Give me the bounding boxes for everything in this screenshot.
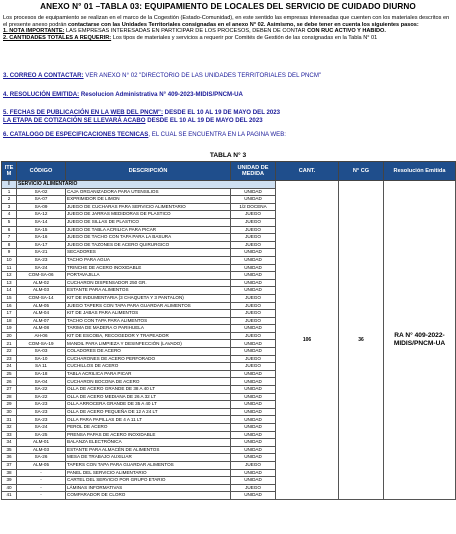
item-unit: UNIDAD <box>231 249 276 257</box>
item-unit: UNIDAD <box>231 492 276 500</box>
item-number: 39 <box>2 477 17 485</box>
item-unit: JUEGO <box>231 302 276 310</box>
item-code: SA-03 <box>17 348 66 356</box>
item-number: 27 <box>2 386 17 394</box>
item-code: SA-09 <box>17 203 66 211</box>
item-unit: UNIDAD <box>231 188 276 196</box>
header-cg: N° CG <box>339 162 384 181</box>
item-code: SA-12 <box>17 211 66 219</box>
item-number: 23 <box>2 355 17 363</box>
section-catalog <box>3 131 286 138</box>
item-unit: JUEGO <box>231 484 276 492</box>
item-number: 3 <box>2 203 17 211</box>
item-unit: JUEGO <box>231 211 276 219</box>
item-code: SA 11 <box>17 363 66 371</box>
section-text: VER ANEXO N° 02 "DIRECTORIO DE LAS UNIDADES TERRITORIALES DEL PNCM" <box>83 72 322 79</box>
item-description: JUEGO DE TAZONES DE ACERO QUIRURGICO <box>66 241 231 249</box>
item-code: SA-25 <box>17 431 66 439</box>
item-number: 29 <box>2 401 17 409</box>
item-unit: UNIDAD <box>231 386 276 394</box>
header-unit: UNIDAD DE MEDIDA <box>231 162 276 181</box>
item-description: PORTAVAJILLA <box>66 272 231 280</box>
table-title: TABLA N° 3 <box>209 152 247 159</box>
item-description: CAJA ORGANIZADORA PARA UTENSILIOS <box>66 188 231 196</box>
item-unit: 1/2 DOCENA <box>231 203 276 211</box>
item-number: 10 <box>2 256 17 264</box>
item-code: - <box>17 469 66 477</box>
item-unit: UNIDAD <box>231 272 276 280</box>
item-code: - <box>17 492 66 500</box>
item-unit: JUEGO <box>231 294 276 302</box>
item-description: JUEGO DE JARRAS MEDIDORAS DE PLASTICO <box>66 211 231 219</box>
intro-text: Los procesos de equipamiento se realizan en el marco de la Cogestión (Estado-Comunidad), en este sentido las empresas interesadas que cuenten con los materiales descritos en el presente anexo podrán <box>3 15 450 28</box>
item-code: SA-23 <box>17 401 66 409</box>
group-row <box>2 181 456 189</box>
item-unit: UNIDAD <box>231 416 276 424</box>
item-description: TAPERS CON TAPA PARA GUARDAR ALIMENTOS <box>66 461 231 469</box>
item-code: COM-SA-14 <box>17 294 66 302</box>
item-number: 14 <box>2 287 17 295</box>
item-code: SA-16 <box>17 234 66 242</box>
item-code: AH-06 <box>17 332 66 340</box>
item-unit: JUEGO <box>231 317 276 325</box>
item-unit: UNIDAD <box>231 287 276 295</box>
item-description: TACHO CON TAPA PARA ALIMENTOS <box>66 317 231 325</box>
quantities-text: Los tipos de materiales y servicios a requerir por Comités de Gestión de las consignadas en la Tabla N° 01 <box>112 34 378 41</box>
item-code: SA-07 <box>17 196 66 204</box>
item-code: - <box>17 484 66 492</box>
section-resolution <box>3 91 243 98</box>
header-description: DESCRIPCIÓN <box>66 162 231 181</box>
item-unit: UNIDAD <box>231 325 276 333</box>
item-unit: JUEGO <box>231 241 276 249</box>
item-code: - <box>17 477 66 485</box>
item-description: JUEGO TAPERS CON TAPA PARA GUARDAR ALIMENTOS <box>66 302 231 310</box>
item-code: COM-SA-06 <box>17 272 66 280</box>
item-unit: UNIDAD <box>231 378 276 386</box>
item-unit: JUEGO <box>231 310 276 318</box>
item-unit: UNIDAD <box>231 469 276 477</box>
item-code: ALM-03 <box>17 287 66 295</box>
item-number: 40 <box>2 484 17 492</box>
item-unit: JUEGO <box>231 234 276 242</box>
item-unit: UNIDAD <box>231 348 276 356</box>
item-number: 33 <box>2 431 17 439</box>
item-number: 34 <box>2 439 17 447</box>
item-description: JUEGO DE SILLAS DE PLASTICO <box>66 218 231 226</box>
item-unit: JUEGO <box>231 218 276 226</box>
item-code: SA-24 <box>17 424 66 432</box>
table-body <box>2 181 456 500</box>
item-unit: JUEGO <box>231 363 276 371</box>
item-number: 32 <box>2 424 17 432</box>
item-description: JUEGO DE CUCHARAS PARA SERVICIO ALIMENTARIO <box>66 203 231 211</box>
table-header-row <box>2 162 456 181</box>
merged-resolution: RA N° 409-2022-MIDIS/PNCM-UA <box>384 181 456 500</box>
note-bold: CON RUC ACTIVO Y HABIDO. <box>307 28 386 35</box>
item-number: 13 <box>2 279 17 287</box>
equipment-table <box>1 161 456 500</box>
section-dates <box>3 109 280 116</box>
item-description: KIT DE INDUMENTARIA (3 CHAQUETA Y 3 PANTALON) <box>66 294 231 302</box>
item-number: 8 <box>2 241 17 249</box>
item-code: ALM-08 <box>17 325 66 333</box>
item-unit: UNIDAD <box>231 454 276 462</box>
item-description: ESTANTE PARA ALMACÉN DE ALIMENTOS <box>66 446 231 454</box>
item-code: SA-02 <box>17 188 66 196</box>
item-number: 12 <box>2 272 17 280</box>
item-code: SA-26 <box>17 454 66 462</box>
item-code: SA-23 <box>17 256 66 264</box>
item-number: 2 <box>2 196 17 204</box>
item-description: MANDIL PARA LIMPIEZA Y DESINFECCIÓN (LAVADO) <box>66 340 231 348</box>
intro-contact-text: contactarse con las Unidades Territoriales consignadas en el anexo N° 02. Asimismo, se debe tener en cuenta los siguientes pasos: <box>68 21 419 28</box>
item-number: 20 <box>2 332 17 340</box>
item-code: SA-18 <box>17 370 66 378</box>
item-number: 17 <box>2 310 17 318</box>
section-text: DESDE EL 10 AL 19 DE MAYO DEL 2023 <box>145 117 263 124</box>
item-unit: UNIDAD <box>231 401 276 409</box>
item-unit: UNIDAD <box>231 439 276 447</box>
item-unit: UNIDAD <box>231 408 276 416</box>
item-unit: UNIDAD <box>231 340 276 348</box>
merged-cg: 36 <box>339 181 384 500</box>
item-unit: UNIDAD <box>231 424 276 432</box>
item-code: SA-04 <box>17 378 66 386</box>
note-label: 1. NOTA IMPORTANTE: <box>3 28 65 35</box>
item-number: 18 <box>2 317 17 325</box>
item-code: ALM-04 <box>17 310 66 318</box>
item-number: 19 <box>2 325 17 333</box>
item-description: COLADORES DE ACERO <box>66 348 231 356</box>
item-description: OLLA PARA PAPILLAS DE 4 A 11 LT <box>66 416 231 424</box>
item-description: LÁMINAS INFORMATIVAS <box>66 484 231 492</box>
item-unit: UNIDAD <box>231 370 276 378</box>
document-title: ANEXO N° 01 –TABLA 03: EQUIPAMIENTO DE LOCALES DEL SERVICIO DE CUIDADO DIURNO <box>40 2 416 11</box>
header-code: CÓDIGO <box>17 162 66 181</box>
group-number: I <box>2 181 17 189</box>
item-description: OLLA ARROCERA GRANDE DE 35 A 40 LT <box>66 401 231 409</box>
item-unit: JUEGO <box>231 355 276 363</box>
item-number: 9 <box>2 249 17 257</box>
item-description: PRENSA PAPAS DE ACERO INOXIDABLE <box>66 431 231 439</box>
quantities-label: 2. CANTIDADES TOTALES A REQUERIR: <box>3 34 112 41</box>
section-label: 6. CATALOGO DE ESPECIFICACIONES TECNICAS <box>3 131 149 138</box>
item-code: COM-SA-19 <box>17 340 66 348</box>
section-text: Resolucion Administrativa N° 409-2023-MIDIS/PNCM-UA <box>79 91 243 98</box>
item-description: OLLA DE ACERO GRANDE DE 38 A 40 LT <box>66 386 231 394</box>
item-description: OLLA DE ACERO PEQUEÑA DE 12 A 24 LT <box>66 408 231 416</box>
item-unit: UNIDAD <box>231 256 276 264</box>
item-code: SA-22 <box>17 393 66 401</box>
item-code: ALM-03 <box>17 446 66 454</box>
item-unit: UNIDAD <box>231 446 276 454</box>
item-code: SA-10 <box>17 355 66 363</box>
item-number: 4 <box>2 211 17 219</box>
item-description: OLLA DE ACERO MEDIANA DE 26 A 32 LT <box>66 393 231 401</box>
item-code: SA-24 <box>17 264 66 272</box>
item-unit: UNIDAD <box>231 264 276 272</box>
header-quantity: CANT. <box>276 162 339 181</box>
item-number: 35 <box>2 446 17 454</box>
section-text: , EL CUAL SE ENCUENTRA EN LA PAGINA WEB: <box>148 131 286 138</box>
item-number: 16 <box>2 302 17 310</box>
item-unit: JUEGO <box>231 461 276 469</box>
item-description: CUCHARON BOCONA DE ACERO <box>66 378 231 386</box>
item-unit: UNIDAD <box>231 393 276 401</box>
item-description: TARIMA DE MADERA O PARIHUELA <box>66 325 231 333</box>
item-number: 38 <box>2 469 17 477</box>
item-code: ALM-05 <box>17 461 66 469</box>
item-code: SA-14 <box>17 218 66 226</box>
item-description: KIT DE ESCOBA, RECOGEDOR Y TRAPEADOR <box>66 332 231 340</box>
item-description: MESA DE TRABAJO AUXILIAR <box>66 454 231 462</box>
item-description: CUCHARONES DE ACERO PERFORADO <box>66 355 231 363</box>
item-number: 30 <box>2 408 17 416</box>
item-code: ALM-01 <box>17 439 66 447</box>
item-unit: JUEGO <box>231 332 276 340</box>
item-number: 11 <box>2 264 17 272</box>
item-description: BALANZA ELECTRÓNICA <box>66 439 231 447</box>
section-quotation <box>3 117 263 124</box>
item-number: 7 <box>2 234 17 242</box>
item-code: ALM-07 <box>17 317 66 325</box>
item-description: JUEGO DE TACHO CON TAPA PARA LA BASURA <box>66 234 231 242</box>
group-label: SERVICIO ALIMENTARIO <box>17 181 276 189</box>
item-description: CUCHARON DISPENSADOR 250 GR. <box>66 279 231 287</box>
item-number: 31 <box>2 416 17 424</box>
item-code: SA-22 <box>17 386 66 394</box>
item-code: ALM-05 <box>17 302 66 310</box>
intro-block <box>3 15 453 59</box>
item-description: COMPARADOR DE CLORO <box>66 492 231 500</box>
item-number: 1 <box>2 188 17 196</box>
item-number: 28 <box>2 393 17 401</box>
item-description: CUCHILLOS DE ACERO <box>66 363 231 371</box>
section-text: DESDE EL 10 AL 19 DE MAYO DEL 2023 <box>162 109 281 116</box>
item-description: SECADORES <box>66 249 231 257</box>
item-code: SA-15 <box>17 226 66 234</box>
item-number: 36 <box>2 454 17 462</box>
item-number: 6 <box>2 226 17 234</box>
item-description: JUEGO DE TABLA ACRILICA PARA PICAR <box>66 226 231 234</box>
item-number: 21 <box>2 340 17 348</box>
item-description: TRINCHE DE ACERO INOXIDABLE <box>66 264 231 272</box>
item-code: SA-17 <box>17 241 66 249</box>
note-text: LAS EMPRESAS INTERESADAS EN PARTICIPAR DE LOS PROCESOS, DEBEN DE CONTAR <box>66 28 306 35</box>
item-number: 25 <box>2 370 17 378</box>
item-code: SA-21 <box>17 249 66 257</box>
item-description: ESTANTE PARA ALIMENTOS <box>66 287 231 295</box>
item-number: 26 <box>2 378 17 386</box>
item-description: PANEL DEL SERVICIO ALIMENTARIO <box>66 469 231 477</box>
item-number: 41 <box>2 492 17 500</box>
section-label: 5. FECHAS DE PUBLICACIÓN EN LA WEB DEL PNCM": <box>3 109 163 116</box>
section-label: 4. RESOLUCIÓN EMITIDA: <box>3 91 80 98</box>
item-unit: UNIDAD <box>231 477 276 485</box>
section-label: 3. CORREO A CONTACTAR: <box>3 72 84 79</box>
item-description: EXPRIMIDOR DE LIMON <box>66 196 231 204</box>
item-unit: UNIDAD <box>231 431 276 439</box>
item-description: CARTEL DEL SERVICIO POR GRUPO ETARIO <box>66 477 231 485</box>
item-unit: JUEGO <box>231 226 276 234</box>
item-description: TACHO PARA AGUA <box>66 256 231 264</box>
item-code: SA-23 <box>17 408 66 416</box>
item-number: 5 <box>2 218 17 226</box>
item-number: 37 <box>2 461 17 469</box>
header-item: ITE M <box>2 162 17 181</box>
section-label: LA ETAPA DE COTIZACIÓN SE LLEVARÁ ACABO <box>3 117 146 124</box>
item-number: 22 <box>2 348 17 356</box>
item-description: PEROL DE ACERO <box>66 424 231 432</box>
item-number: 24 <box>2 363 17 371</box>
item-unit: UNIDAD <box>231 196 276 204</box>
item-code: SA-23 <box>17 416 66 424</box>
item-unit: UNIDAD <box>231 279 276 287</box>
section-contact <box>3 72 321 79</box>
item-description: KIT DE JABAS PARA ALIMENTOS <box>66 310 231 318</box>
merged-quantity: 106 <box>276 181 339 500</box>
item-code: ALM-02 <box>17 279 66 287</box>
header-resolution: Resolución Emitida <box>384 162 456 181</box>
item-number: 15 <box>2 294 17 302</box>
item-description: TABLA ACRILICA PARA PICAR <box>66 370 231 378</box>
